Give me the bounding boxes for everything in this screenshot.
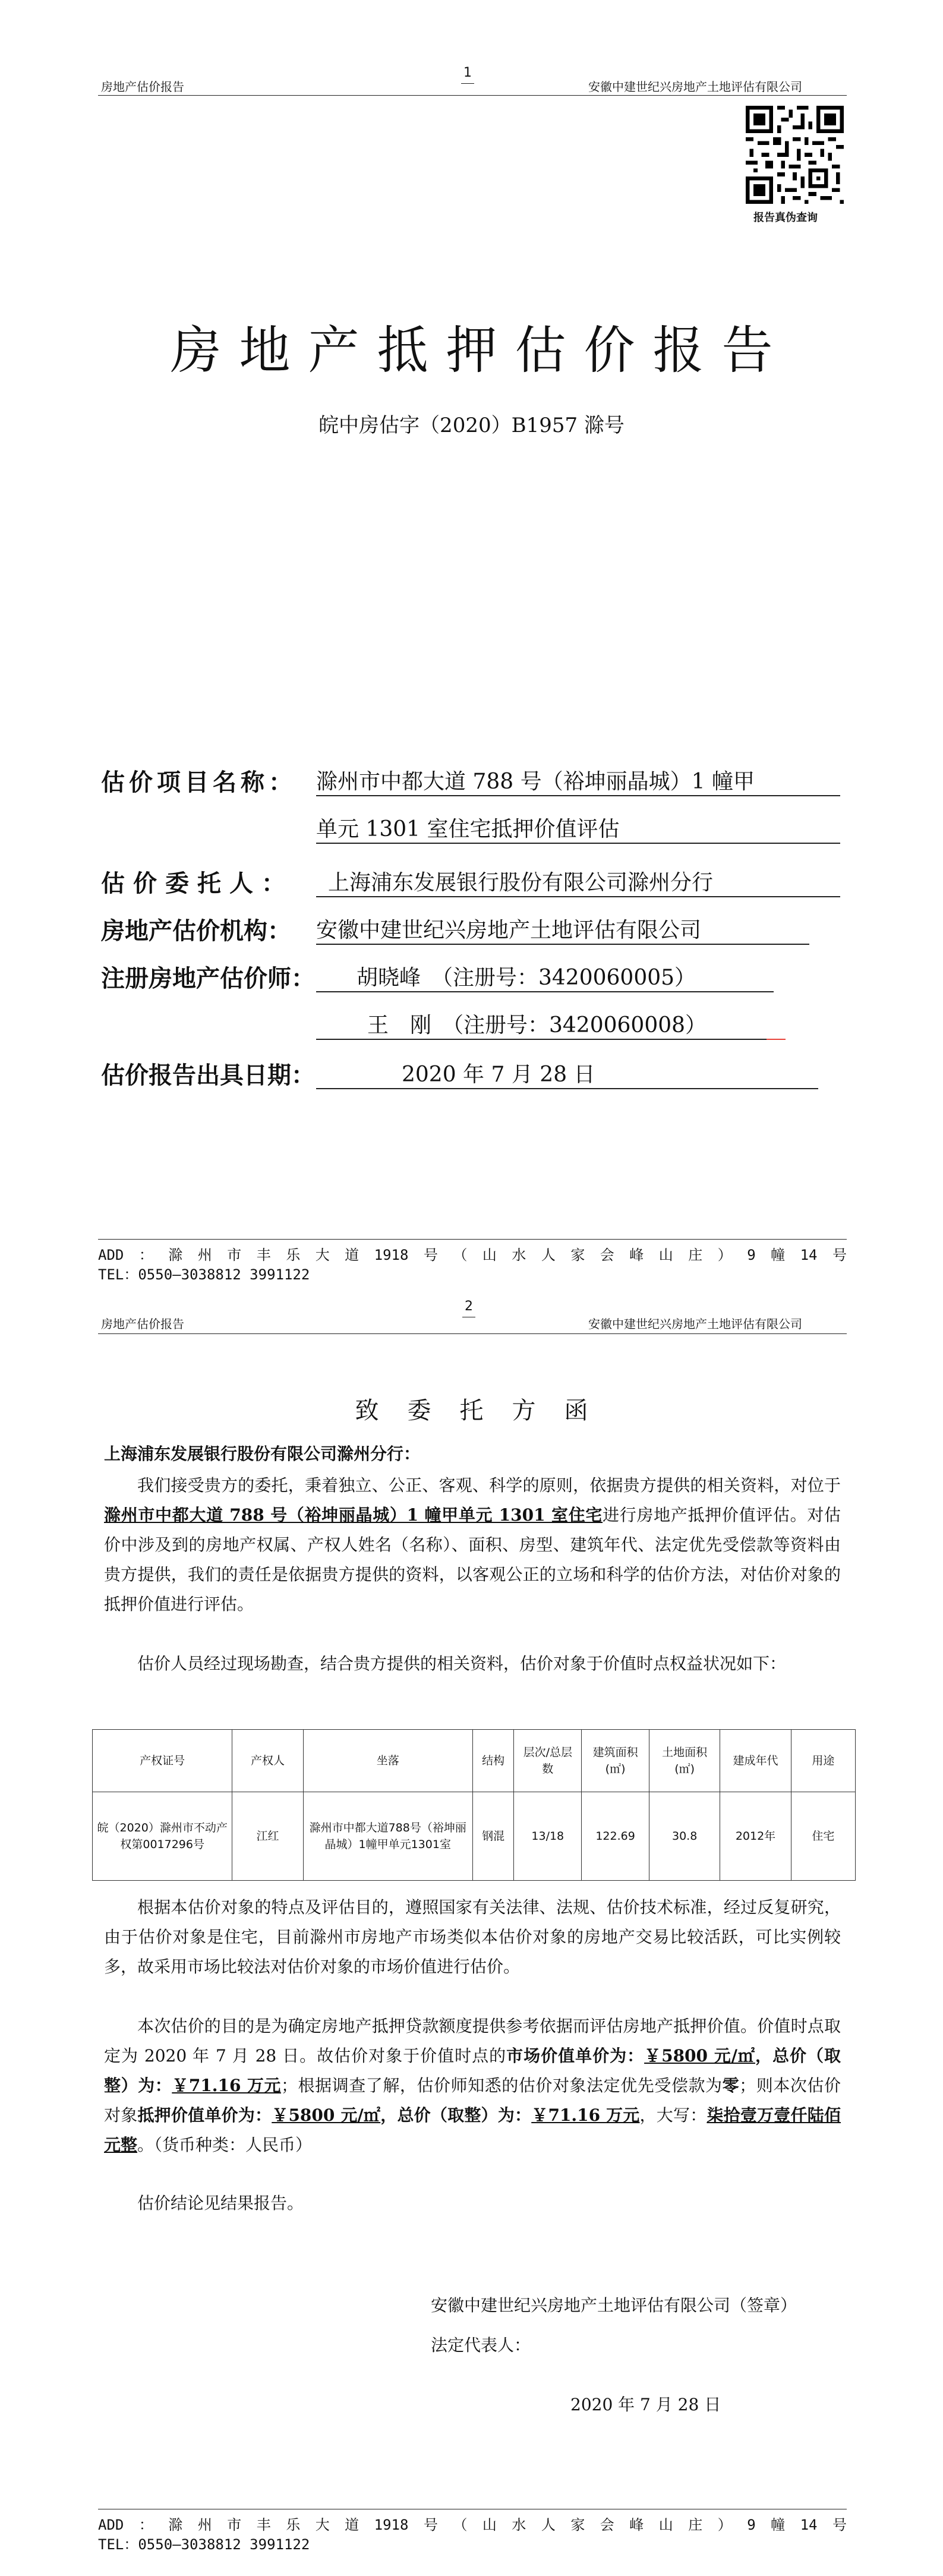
table-header-row xyxy=(93,1730,856,1792)
org-label: 房地产估价机构： xyxy=(101,917,291,945)
appraiser-1: 胡晓峰 （注册号：3420060005） xyxy=(316,961,774,992)
project-label: 估价项目名称： xyxy=(101,769,297,796)
paragraph-3: 根据本估价对象的特点及评估目的，遵照国家有关法律、法规、估价技术标准，经过反复研究，由于估价对象是住宅，目前滁州市房地产市场类似本估价对象的房地产交易比较活跃，可比实例较多，故采用市场比较法对估价对象的市场价值进行估价。 xyxy=(104,1897,841,1976)
letter-title: 致委托方函 xyxy=(355,1397,617,1424)
qr-caption: 报告真伪查询 xyxy=(753,212,818,224)
org-value: 安徽中建世纪兴房地产土地评估有限公司 xyxy=(316,913,809,945)
signing-company: 安徽中建世纪兴房地产土地评估有限公司（签章） xyxy=(431,2296,797,2315)
table-header-cell: 层次/总层数 xyxy=(514,1730,582,1792)
legal-representative: 法定代表人： xyxy=(431,2335,531,2355)
table-header-cell: 结构 xyxy=(472,1730,514,1792)
paragraph-4: 本次估价的目的是为确定房地产抵押贷款额度提供参考依据而评估房地产抵押价值。价值时点取定为 2020 年 7 月 28 日。故估价对象于价值时点的市场价值单价为：￥5800 元/㎡，总价（取整）为：￥71.16 万元；根据调查了解，估价师知悉的估价对象法定优先受偿款为零；则本次估价对象抵押价值单价为：￥5800 元/㎡，总价（取整）为：￥71.16 万元，大写：柒拾壹万壹仟陆佰元整。（货币种类：人民币） xyxy=(104,2016,841,2155)
date-label: 估价报告出具日期： xyxy=(101,1062,315,1089)
page2-header-right: 安徽中建世纪兴房地产土地评估有限公司 xyxy=(588,1317,802,1331)
date-value: 2020 年 7 月 28 日 xyxy=(316,1058,818,1089)
table-cell: 13/18 xyxy=(514,1792,582,1881)
page1-header-left: 房地产估价报告 xyxy=(101,80,184,94)
project-value-line2: 单元 1301 室住宅抵押价值评估 xyxy=(316,812,840,844)
page2-footer-address: ADD：滁州市丰乐大道1918号（山水人家会峰山庄）9幢14号 xyxy=(98,2517,847,2533)
table-header-cell: 产权证号 xyxy=(93,1730,232,1792)
page2-footer-tel: TEL：0550—3038812 3991122 xyxy=(98,2536,310,2553)
table-header-cell: 用途 xyxy=(791,1730,855,1792)
project-value-line1: 滁州市中都大道 788 号（裕坤丽晶城）1 幢甲 xyxy=(316,765,840,796)
table-row xyxy=(93,1792,856,1881)
signing-date: 2020 年 7 月 28 日 xyxy=(570,2395,721,2414)
addressee: 上海浦东发展银行股份有限公司滁州分行： xyxy=(104,1444,421,1464)
report-title: 房地产抵押估价报告 xyxy=(170,321,791,380)
page1-footer-rule xyxy=(98,1239,847,1240)
paragraph-5: 估价结论见结果报告。 xyxy=(137,2193,304,2213)
appraiser-label: 注册房地产估价师： xyxy=(101,965,315,992)
page2-number: 2 xyxy=(465,1299,473,1314)
page1-header-rule xyxy=(98,95,847,96)
table-cell: 江红 xyxy=(232,1792,303,1881)
page1-number: 1 xyxy=(463,65,472,80)
mortgage-total-price: ￥71.16 万元 xyxy=(531,2105,640,2125)
table-header-cell: 建成年代 xyxy=(720,1730,791,1792)
table-cell: 钢混 xyxy=(472,1792,514,1881)
table-cell: 皖（2020）滁州市不动产权第0017296号 xyxy=(93,1792,232,1881)
table-header-cell: 产权人 xyxy=(232,1730,303,1792)
report-number: 皖中房估字（2020）B1957 滁号 xyxy=(318,414,625,437)
qr-code-icon[interactable] xyxy=(746,106,844,204)
total-in-words: 柒拾壹万壹仟陆佰元整 xyxy=(104,2105,841,2155)
paragraph-2: 估价人员经过现场勘查，结合贵方提供的相关资料，估价对象于价值时点权益状况如下： xyxy=(137,1654,787,1673)
table-cell: 30.8 xyxy=(649,1792,720,1881)
mortgage-unit-price: ￥5800 元/㎡ xyxy=(272,2105,381,2125)
table-cell: 住宅 xyxy=(791,1792,855,1881)
page1-header-right: 安徽中建世纪兴房地产土地评估有限公司 xyxy=(588,80,802,94)
page-number-underline xyxy=(461,83,474,84)
priority-claim: 零 xyxy=(722,2076,740,2095)
client-label: 估价委托人： xyxy=(101,870,294,897)
property-table xyxy=(92,1729,856,1881)
market-total-price: ￥71.16 万元 xyxy=(172,2076,281,2095)
appraiser-2: 王 刚 （注册号：3420060008） xyxy=(316,1008,786,1040)
client-value: 上海浦东发展银行股份有限公司滁州分行 xyxy=(316,866,840,897)
table-header-cell: 建筑面积(㎡) xyxy=(582,1730,649,1792)
red-mark xyxy=(767,1039,786,1040)
page1-footer-address: ADD：滁州市丰乐大道1918号（山水人家会峰山庄）9幢14号 xyxy=(98,1247,847,1263)
table-cell: 122.69 xyxy=(582,1792,649,1881)
table-header-cell: 土地面积(㎡) xyxy=(649,1730,720,1792)
page1-footer-tel: TEL：0550—3038812 3991122 xyxy=(98,1266,310,1283)
page2-header-left: 房地产估价报告 xyxy=(101,1317,184,1331)
market-unit-price: ￥5800 元/㎡ xyxy=(644,2046,755,2066)
page2-header-rule xyxy=(98,1333,847,1334)
paragraph-1: 我们接受贵方的委托，秉着独立、公正、客观、科学的原则，依据贵方提供的相关资料，对位于滁州市中都大道 788 号（裕坤丽晶城）1 幢甲单元 1301 室住宅进行房地产抵押价值评估。对估价中涉及到的房地产权属、产权人姓名（名称）、面积、房型、建筑年代、法定优先受偿款等资料由贵方提供，我们的责任是依据贵方提供的资料，以客观公正的立场和科学的估价方法，对估价对象的抵押价值进行评估。 xyxy=(104,1475,841,1614)
table-header-cell: 坐落 xyxy=(303,1730,472,1792)
property-address: 滁州市中都大道 788 号（裕坤丽晶城）1 幢甲单元 1301 室住宅 xyxy=(104,1505,603,1525)
table-cell: 2012年 xyxy=(720,1792,791,1881)
table-cell: 滁州市中都大道788号（裕坤丽晶城）1幢甲单元1301室 xyxy=(303,1792,472,1881)
